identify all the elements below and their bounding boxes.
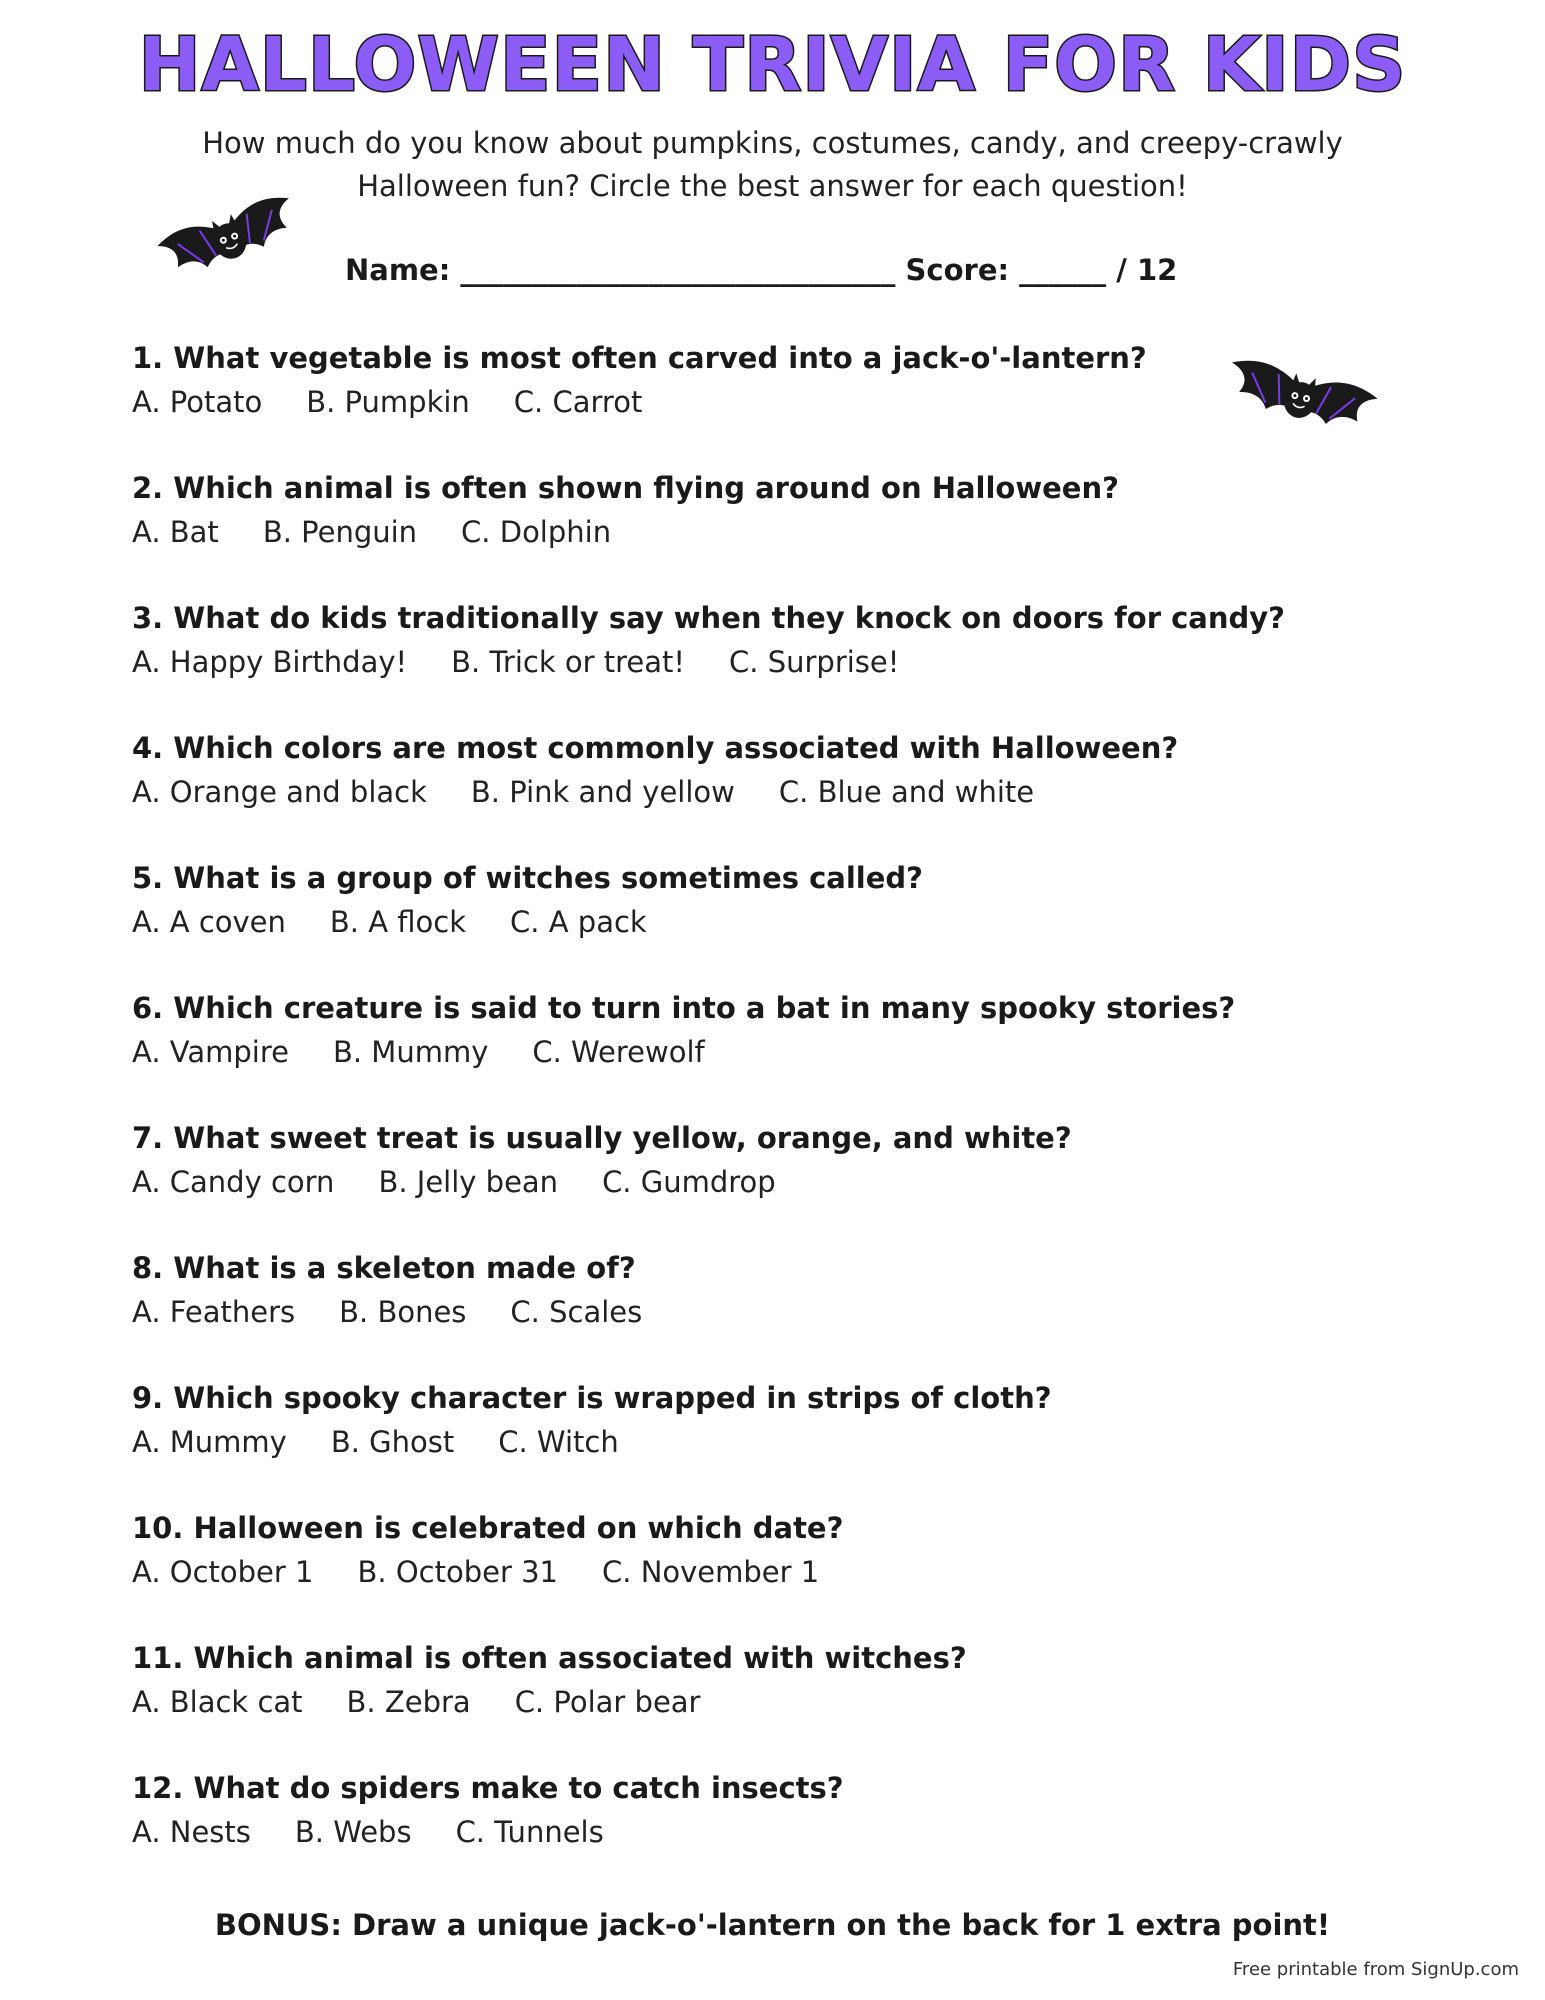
answer-c[interactable]: C. Surprise! bbox=[729, 645, 900, 679]
question-12 bbox=[132, 1768, 1392, 1852]
answer-a[interactable]: A. Potato bbox=[132, 385, 263, 419]
question-text: 5. What is a group of witches sometimes called? bbox=[132, 861, 924, 895]
answer-options bbox=[132, 382, 1392, 422]
answer-c[interactable]: C. November 1 bbox=[602, 1555, 820, 1589]
answer-a[interactable]: A. Orange and black bbox=[132, 775, 427, 809]
answer-a[interactable]: A. Feathers bbox=[132, 1295, 296, 1329]
answer-a[interactable]: A. Nests bbox=[132, 1815, 251, 1849]
question-text: 11. Which animal is often associated with witches? bbox=[132, 1641, 967, 1675]
question-text: 12. What do spiders make to catch insects? bbox=[132, 1771, 844, 1805]
answer-a[interactable]: A. Happy Birthday! bbox=[132, 645, 408, 679]
question-2 bbox=[132, 468, 1392, 552]
answer-c[interactable]: C. Carrot bbox=[513, 385, 643, 419]
answer-options bbox=[132, 902, 1392, 942]
page-title: HALLOWEEN TRIVIA FOR KIDS bbox=[138, 22, 1407, 108]
answer-options bbox=[132, 512, 1392, 552]
intro-line-2: Halloween fun? Circle the best answer for each question! bbox=[357, 169, 1188, 203]
answer-a[interactable]: A. Mummy bbox=[132, 1425, 287, 1459]
intro-text bbox=[150, 122, 1395, 208]
question-text: 4. Which colors are most commonly associated with Halloween? bbox=[132, 731, 1179, 765]
question-7 bbox=[132, 1118, 1392, 1202]
answer-options bbox=[132, 1032, 1392, 1072]
answer-b[interactable]: B. Pink and yellow bbox=[470, 775, 735, 809]
question-text: 3. What do kids traditionally say when they knock on doors for candy? bbox=[132, 601, 1285, 635]
intro-line-1: How much do you know about pumpkins, costumes, candy, and creepy-crawly bbox=[202, 126, 1343, 160]
answer-b[interactable]: B. Penguin bbox=[262, 515, 418, 549]
answer-b[interactable]: B. Pumpkin bbox=[306, 385, 470, 419]
question-text: 1. What vegetable is most often carved into a jack-o'-lantern? bbox=[132, 341, 1147, 375]
answer-c[interactable]: C. Blue and white bbox=[778, 775, 1035, 809]
answer-c[interactable]: C. A pack bbox=[510, 905, 647, 939]
question-3 bbox=[132, 598, 1392, 682]
question-text: 2. Which animal is often shown flying around on Halloween? bbox=[132, 471, 1119, 505]
answer-b[interactable]: B. Ghost bbox=[330, 1425, 455, 1459]
answer-b[interactable]: B. Bones bbox=[339, 1295, 467, 1329]
answer-c[interactable]: C. Dolphin bbox=[461, 515, 612, 549]
answer-options bbox=[132, 772, 1392, 812]
question-5 bbox=[132, 858, 1392, 942]
answer-options bbox=[132, 1292, 1392, 1332]
question-11 bbox=[132, 1638, 1392, 1722]
bonus-text: BONUS: Draw a unique jack-o'-lantern on the back for 1 extra point! bbox=[214, 1908, 1331, 1942]
question-1 bbox=[132, 338, 1392, 422]
question-10 bbox=[132, 1508, 1392, 1592]
answer-a[interactable]: A. Vampire bbox=[132, 1035, 289, 1069]
answer-a[interactable]: A. Bat bbox=[132, 515, 219, 549]
question-text: 8. What is a skeleton made of? bbox=[132, 1251, 636, 1285]
answer-options bbox=[132, 1162, 1392, 1202]
answer-c[interactable]: C. Tunnels bbox=[455, 1815, 604, 1849]
answer-b[interactable]: B. Mummy bbox=[332, 1035, 489, 1069]
answer-b[interactable]: B. Trick or treat! bbox=[451, 645, 686, 679]
answer-options bbox=[132, 642, 1392, 682]
answer-b[interactable]: B. October 31 bbox=[357, 1555, 559, 1589]
bat-icon bbox=[150, 186, 310, 296]
question-8 bbox=[132, 1248, 1392, 1332]
answer-b[interactable]: B. Webs bbox=[294, 1815, 412, 1849]
answer-c[interactable]: C. Gumdrop bbox=[602, 1165, 776, 1199]
question-text: 7. What sweet treat is usually yellow, orange, and white? bbox=[132, 1121, 1072, 1155]
answer-c[interactable]: C. Polar bear bbox=[514, 1685, 701, 1719]
question-4 bbox=[132, 728, 1392, 812]
answer-options bbox=[132, 1682, 1392, 1722]
answer-c[interactable]: C. Scales bbox=[510, 1295, 643, 1329]
question-9 bbox=[132, 1378, 1392, 1462]
question-text: 10. Halloween is celebrated on which date? bbox=[132, 1511, 844, 1545]
question-text: 9. Which spooky character is wrapped in strips of cloth? bbox=[132, 1381, 1052, 1415]
question-6 bbox=[132, 988, 1392, 1072]
name-score-line: Name: ______________________________ Score: ______ / 12 bbox=[345, 253, 1178, 287]
question-text: 6. Which creature is said to turn into a bat in many spooky stories? bbox=[132, 991, 1236, 1025]
answer-a[interactable]: A. Black cat bbox=[132, 1685, 303, 1719]
answer-options bbox=[132, 1422, 1392, 1462]
answer-b[interactable]: B. Zebra bbox=[346, 1685, 471, 1719]
answer-b[interactable]: B. A flock bbox=[329, 905, 467, 939]
answer-options bbox=[132, 1552, 1392, 1592]
answer-options bbox=[132, 1812, 1392, 1852]
answer-c[interactable]: C. Witch bbox=[498, 1425, 619, 1459]
footer-credit: Free printable from SignUp.com bbox=[1232, 1959, 1519, 1980]
answer-a[interactable]: A. October 1 bbox=[132, 1555, 314, 1589]
answer-a[interactable]: A. Candy corn bbox=[132, 1165, 335, 1199]
answer-b[interactable]: B. Jelly bean bbox=[378, 1165, 559, 1199]
answer-c[interactable]: C. Werewolf bbox=[532, 1035, 705, 1069]
answer-a[interactable]: A. A coven bbox=[132, 905, 286, 939]
